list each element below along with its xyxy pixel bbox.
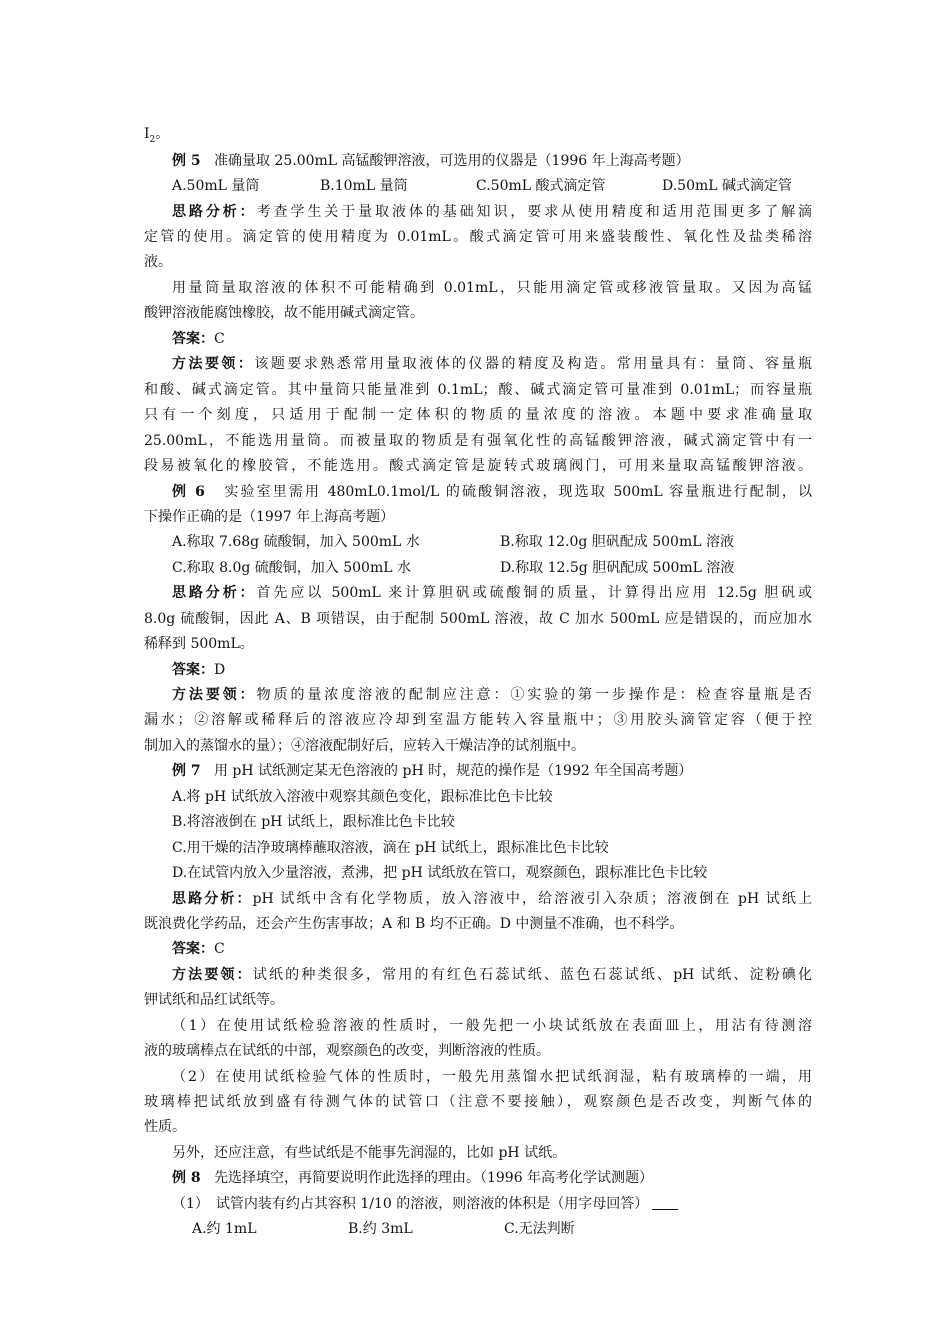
text-line: 另外，还应注意，有些试纸是不能事先润湿的，比如 pH 试纸。	[172, 1145, 567, 1161]
example-label: 例 7	[172, 763, 201, 779]
example-7-answer: 答案：C	[172, 941, 225, 957]
example-5-options: A.50mL 量筒 B.10mL 量筒 C.50mL 酸式滴定管 D.50mL 碱式滴定管	[172, 178, 793, 194]
example-7-method: 方法要领：试纸的种类很多，常用的有红色石蕊试纸、蓝色石蕊试纸、pH 试纸、淀粉碘化	[172, 967, 812, 983]
text-line: 玻璃棒把试纸放到盛有待测气体的试管口（注意不要接触），观察颜色是否改变，判断气体的	[144, 1094, 812, 1110]
text-line: 定管的使用。滴定管的使用精度为 0.01mL。酸式滴定管可用来盛装酸性、氧化性及盐类稀溶	[144, 229, 812, 245]
option-b: B.将溶液倒在 pH 试纸上，跟标准比色卡比较	[172, 814, 455, 830]
text-line: 段易被氧化的橡胶管，不能选用。酸式滴定管是旋转式玻璃阀门，可用来量取高锰酸钾溶液。	[144, 458, 812, 474]
text-line: 用量筒量取溶液的体积不可能精确到 0.01mL，只能用滴定管或移液管量取。又因为高锰	[172, 280, 812, 296]
example-8-options: A.约 1mL B.约 3mL C.无法判断	[192, 1221, 575, 1237]
example-6-options-ab: A.称取 7.68g 硫酸铜，加入 500mL 水 B.称取 12.0g 胆矾配成 500mL 溶液	[172, 534, 734, 550]
example-6-analysis: 思路分析：首先应以 500mL 来计算胆矾或硫酸铜的质量，计算得出应用 12.5g 胆矾或	[172, 585, 812, 601]
example-8-subquestion: （1） 试管内装有约占其容积 1/10 的溶液，则溶液的体积是（用字母回答）	[172, 1192, 812, 1216]
example-label: 例 5	[172, 153, 201, 169]
text-line: 既浪费化学药品，还会产生伤害事故；A 和 B 均不正确。D 中测量不准确，也不科学。	[144, 916, 684, 932]
text-line: 8.0g 硫酸铜，因此 A、B 项错误，由于配制 500mL 溶液，故 C 加水 500mL 应是错误的，而应加水	[144, 611, 812, 627]
text-line: 和酸、碱式滴定管。其中量筒只能量准到 0.1mL；酸、碱式滴定管可量准到 0.01mL；而容量瓶	[144, 382, 812, 398]
example-7-analysis: 思路分析：pH 试纸中含有化学物质，放入溶液中，给溶液引入杂质；溶液倒在 pH 试纸上	[172, 891, 813, 907]
text-line: 酸钾溶液能腐蚀橡胶，故不能用碱式滴定管。	[144, 305, 424, 321]
example-5-answer: 答案：C	[172, 331, 225, 347]
text-line: 漏水；②溶解或稀释后的溶液应冷却到室温方能转入容量瓶中；③用胶头滴管定容（便于控	[144, 712, 812, 728]
answer-blank	[652, 1195, 678, 1210]
option-a: A.将 pH 试纸放入溶液中观察其颜色变化，跟标准比色卡比较	[172, 789, 553, 805]
text-line: 制加入的蒸馏水的量）；④溶液配制好后，应转入干燥洁净的试剂瓶中。	[144, 738, 585, 754]
example-6-options-cd: C.称取 8.0g 硫酸铜，加入 500mL 水 D.称取 12.5g 胆矾配成 500mL 溶液	[172, 560, 735, 576]
example-5-analysis: 思路分析：考查学生关于量取液体的基础知识，要求从使用精度和适用范围更多了解滴	[172, 204, 813, 220]
example-6-answer: 答案：D	[172, 662, 226, 678]
text-line: 下操作正确的是（1997 年上海高考题）	[144, 509, 395, 525]
option-c: C.用干燥的洁净玻璃棒蘸取溶液，滴在 pH 试纸上，跟标准比色卡比较	[172, 840, 609, 856]
text-line: （1）在使用试纸检验溶液的性质时，一般先把一小块试纸放在表面皿上，用沾有待测溶	[172, 1018, 812, 1034]
text-line: 性质。	[144, 1119, 186, 1135]
option-d: D.在试管内放入少量溶液，煮沸，把 pH 试纸放在管口，观察颜色，跟标准比色卡比较	[172, 865, 708, 881]
text-line: 液的玻璃棒点在试纸的中部，观察颜色的改变，判断溶液的性质。	[144, 1043, 550, 1059]
example-7-question: 例 7 用 pH 试纸测定某无色溶液的 pH 时，规范的操作是（1992 年全国高考题）	[172, 763, 693, 779]
example-5-question: 例 5 准确量取 25.00mL 高锰酸钾溶液，可选用的仪器是（1996 年上海高考题）	[172, 153, 690, 169]
example-6-question: 例 6 实验室里需用 480mL0.1mol/L 的硫酸铜溶液，现选取 500mL 容量瓶进行配制，以	[172, 484, 812, 500]
example-6-method: 方法要领：物质的量浓度溶液的配制应注意：①实验的第一步操作是：检查容量瓶是否	[172, 687, 813, 703]
text-line: 只有一个刻度，只适用于配制一定体积的物质的量浓度的溶液。本题中要求准确量取	[144, 407, 812, 423]
text-line: 液。	[144, 254, 172, 270]
line-fragment: $I_2$。	[144, 126, 170, 145]
example-label: 例 8	[172, 1170, 201, 1186]
example-label: 例 6	[172, 484, 205, 500]
text-line: （2）在使用试纸检验气体的性质时，一般先用蒸馏水把试纸润湿，粘有玻璃棒的一端，用	[172, 1069, 812, 1085]
text-line: 稀释到 500mL。	[144, 636, 254, 652]
text-line: 25.00mL，不能选用量筒。而被量取的物质是有强氧化性的高锰酸钾溶液，碱式滴定管中有一	[144, 433, 812, 449]
text-line: 钾试纸和品红试纸等。	[144, 992, 284, 1008]
example-5-method: 方法要领：该题要求熟悉常用量取液体的仪器的精度及构造。常用量具有：量筒、容量瓶	[172, 356, 813, 372]
example-8-question: 例 8 先选择填空，再简要说明作此选择的理由。（1996 年高考化学试测题）	[172, 1170, 654, 1186]
